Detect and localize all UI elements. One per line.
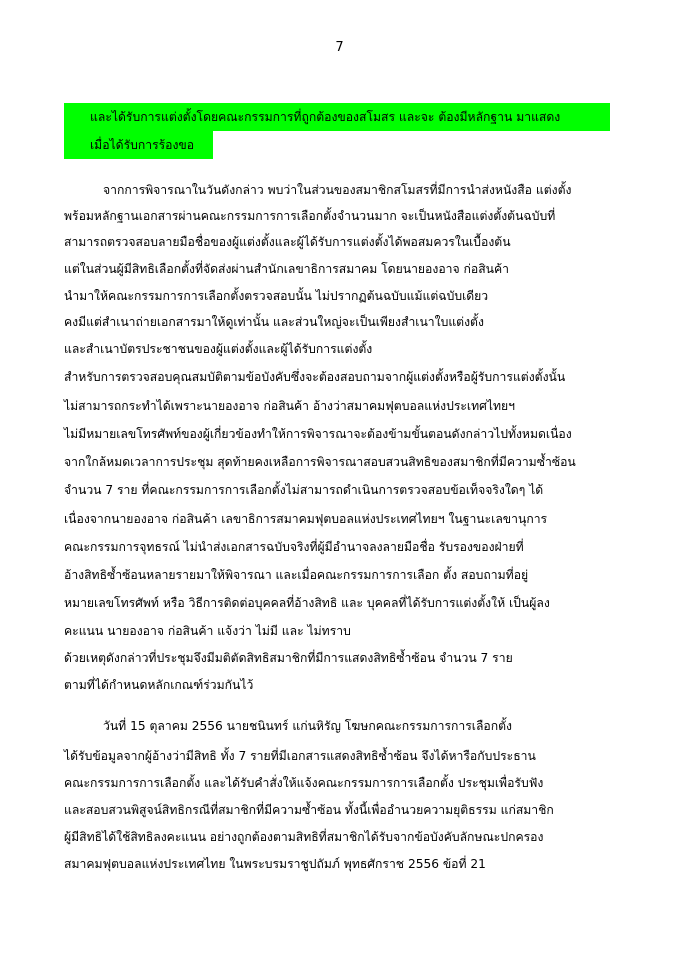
highlighted-text-line: และได้รับการแต่งตั้งโดยคณะกรรมการที่ถูกต้องของสโมสร และจะ ต้องมีหลักฐาน มาแสดง bbox=[90, 110, 561, 124]
paragraph-line: สมาคมฟุตบอลแห่งประเทศไทย ในพระบรมราชูปถัมภ์ พุทธศักราช 2556 ข้อที่ 21 bbox=[64, 857, 486, 871]
paragraph-line: คงมีแต่สำเนาถ่ายเอกสารมาให้ดูเท่านั้น และส่วนใหญ่จะเป็นเพียงสำเนาใบแต่งตั้ง bbox=[64, 315, 484, 329]
paragraph-line: ไม่สามารถกระทำได้เพราะนายองอาจ ก่อสินค้า อ้างว่าสมาคมฟุตบอลแห่งประเทศไทยฯ bbox=[64, 399, 516, 413]
paragraph-line: ผู้มีสิทธิได้ใช้สิทธิลงคะแนน อย่างถูกต้องตามสิทธิที่สมาชิกได้รับจากข้อบังคับลักษณะปกครอง bbox=[64, 830, 544, 844]
paragraph-line: อ้างสิทธิซ้ำซ้อนหลายรายมาให้พิจารณา และเมื่อคณะกรรมการการเลือก ตั้ง สอบถามที่อยู่ bbox=[64, 568, 529, 582]
paragraph-line: วันที่ 15 ตุลาคม 2556 นายชนินทร์ แก่นหิรัญ โฆษกคณะกรรมการการเลือกตั้ง bbox=[103, 719, 513, 733]
paragraph-line: นำมาให้คณะกรรมการการเลือกตั้งตรวจสอบนั้น ไม่ปรากฏต้นฉบับแม้แต่ฉบับเดียว bbox=[64, 289, 489, 303]
paragraph-line: คะแนน นายองอาจ ก่อสินค้า แจ้งว่า ไม่มี และ ไม่ทราบ bbox=[64, 624, 351, 638]
paragraph-line: และสำเนาบัตรประชาชนของผู้แต่งตั้งและผู้ได้รับการแต่งตั้ง bbox=[64, 342, 373, 356]
paragraph-line: ได้รับข้อมูลจากผู้อ้างว่ามีสิทธิ ทั้ง 7 รายที่มีเอกสารแสดงสิทธิซ้ำซ้อน จึงได้หารือกับประธาน bbox=[64, 749, 536, 763]
paragraph-line: หมายเลขโทรศัพท์ หรือ วิธีการติดต่อบุคคลที่อ้างสิทธิ และ บุคคลที่ได้รับการแต่งตั้งให้ เป็นผู้ลง bbox=[64, 596, 550, 610]
paragraph-line: คณะกรรมการจุทธรณ์ ไม่นำส่งเอกสารฉบับจริงที่ผู้มีอำนาจลงลายมือชื่อ รับรองของฝ่ายที่ bbox=[64, 540, 524, 554]
highlighted-text-line: เมื่อได้รับการร้องขอ bbox=[90, 138, 195, 152]
paragraph-line: ตามที่ได้กำหนดหลักเกณฑ์ร่วมกันไว้ bbox=[64, 678, 254, 692]
paragraph-line: สำหรับการตรวจสอบคุณสมบัติตามข้อบังคับซึ่งจะต้องสอบถามจากผู้แต่งตั้งหรือผู้รับการแต่งตั้งนั้น bbox=[64, 370, 566, 384]
paragraph-line: สามารถตรวจสอบลายมือชื่อของผู้แต่งตั้งและผู้ได้รับการแต่งตั้งได้พอสมควรในเบื้องต้น bbox=[64, 235, 511, 249]
paragraph-line: จำนวน 7 ราย ที่คณะกรรมการการเลือกตั้งไม่สามารถดำเนินการตรวจสอบข้อเท็จจริงใดๆ ได้ bbox=[64, 483, 544, 497]
paragraph-line: พร้อมหลักฐานเอกสารผ่านคณะกรรมการการเลือกตั้งจำนวนมาก จะเป็นหนังสือแต่งตั้งต้นฉบับที่ bbox=[64, 209, 556, 223]
paragraph-line: คณะกรรมการการเลือกตั้ง และได้รับคำสั่งให้แจ้งคณะกรรมการการเลือกตั้ง ประชุมเพื่อรับฟัง bbox=[64, 776, 544, 790]
paragraph-line: และสอบสวนพิสูจน์สิทธิกรณีที่สมาชิกที่มีความซ้ำซ้อน ทั้งนี้เพื่ออำนวยความยุติธรรม แก่สมาชิก bbox=[64, 803, 554, 817]
page-number: 7 bbox=[335, 40, 344, 55]
paragraph-line: จากใกล้หมดเวลาการประชุม สุดท้ายคงเหลือการพิจารณาสอบสวนสิทธิของสมาชิกที่มีความซ้ำซ้อน bbox=[64, 455, 576, 469]
paragraph-line: ด้วยเหตุดังกล่าวที่ประชุมจึงมีมติตัดสิทธิสมาชิกที่มีการแสดงสิทธิซ้ำซ้อน จำนวน 7 ราย bbox=[64, 651, 513, 665]
paragraph-line: จากการพิจารณาในวันดังกล่าว พบว่าในส่วนของสมาชิกสโมสรที่มีการนำส่งหนังสือ แต่งตั้ง bbox=[103, 183, 572, 197]
paragraph-line: แต่ในส่วนผู้มีสิทธิเลือกตั้งที่จัดส่งผ่านสำนักเลขาธิการสมาคม โดยนายองอาจ ก่อสินค้า bbox=[64, 262, 509, 276]
paragraph-line: ไม่มีหมายเลขโทรศัพท์ของผู้เกี่ยวข้องทำให้การพิจารณาจะต้องข้ามขั้นตอนดังกล่าวไปทั้งหมดเนื่อง bbox=[64, 427, 572, 441]
paragraph-line: เนื่องจากนายองอาจ ก่อสินค้า เลขาธิการสมาคมฟุตบอลแห่งประเทศไทยฯ ในฐานะเลขานุการ bbox=[64, 512, 548, 526]
